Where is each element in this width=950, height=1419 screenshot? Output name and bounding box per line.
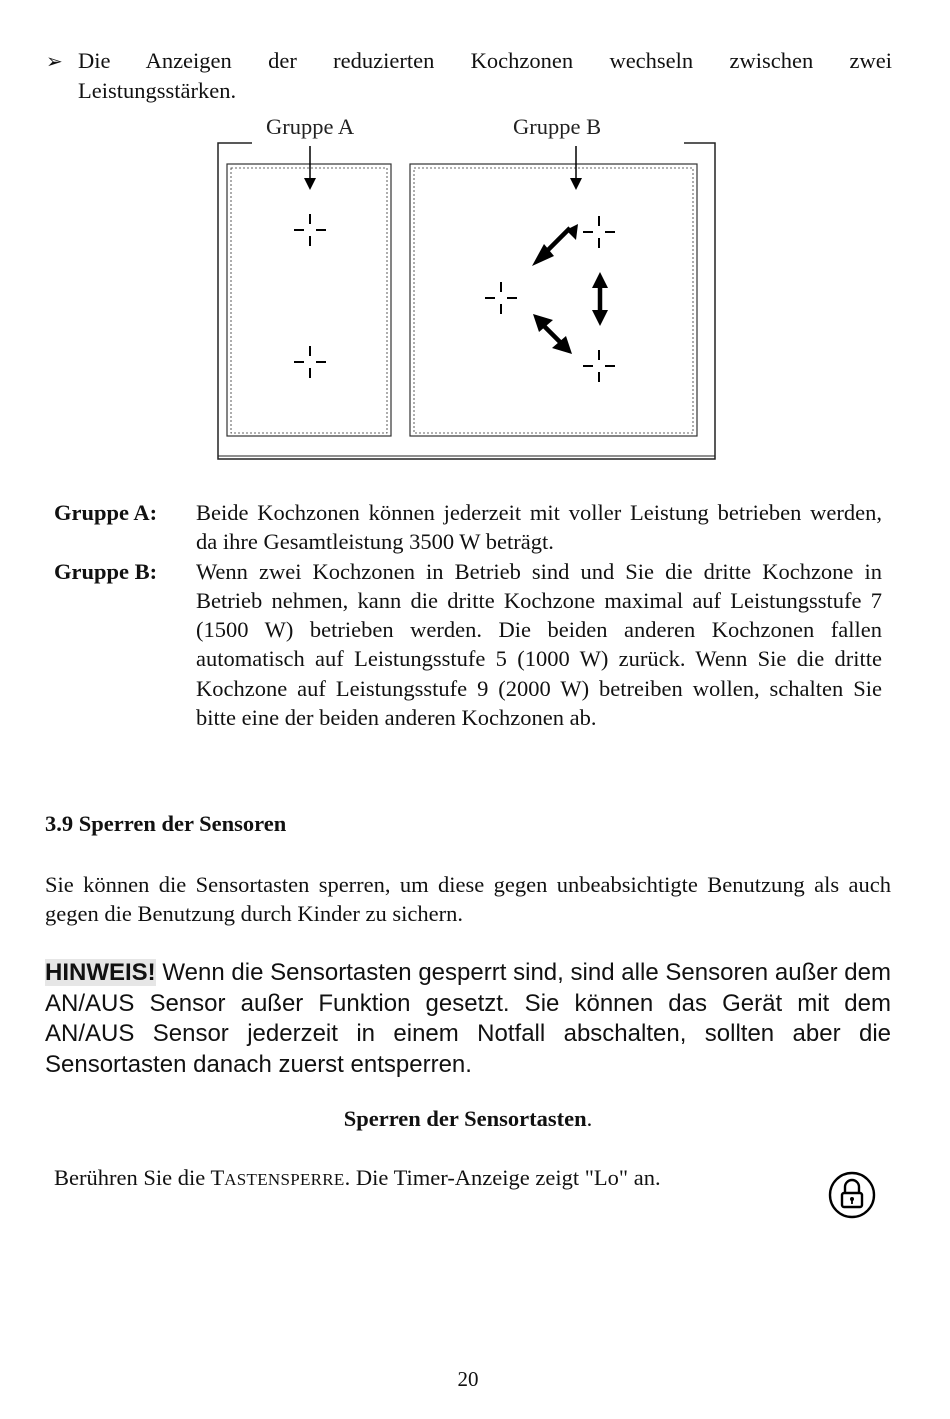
instruction-after: . Die Timer-Anzeige zeigt "Lo" an. — [344, 1165, 661, 1190]
note-label: HINWEIS! — [45, 959, 156, 986]
section-heading: 3.9 Sperren der Sensoren — [45, 811, 287, 836]
section-intro: Sie können die Sensortasten sperren, um diese gegen unbeabsichtigte Benutzung als auch gegen die Benutzung durch Kinder zu sichern. — [45, 872, 891, 926]
group-b-term: Gruppe B: — [54, 558, 158, 584]
group-b-row — [54, 557, 882, 733]
group-b-label: Gruppe B — [513, 114, 602, 139]
zone-marker-b-bottom — [583, 350, 615, 382]
arrow-upper-diagonal — [532, 224, 578, 266]
group-b-panel — [410, 164, 697, 436]
instruction-line — [54, 1165, 661, 1191]
group-a-panel — [227, 164, 391, 436]
zone-marker-a-bottom — [294, 346, 326, 378]
group-a-pointer-arrow — [304, 146, 316, 190]
group-descriptions — [54, 498, 882, 732]
instruction-before: Berühren Sie die — [54, 1165, 211, 1190]
key-name-rest: ASTENSPERRE — [224, 1170, 345, 1189]
bullet-paragraph — [46, 46, 892, 106]
subheading-bold: Sperren der Sensortasten — [343, 1106, 587, 1131]
zone-marker-a-top — [294, 214, 326, 246]
group-a-label: Gruppe A — [266, 114, 355, 139]
bullet-line-1: Die Anzeigen der reduzierten Kochzonen wechseln zwischen zwei — [78, 48, 892, 73]
arrowhead-bullet-icon: ➢ — [46, 49, 63, 73]
key-lock-icon — [827, 1170, 877, 1220]
cooking-zone-group-diagram — [210, 108, 730, 468]
group-b-description: Wenn zwei Kochzonen in Betrieb sind und Sie die dritte Kochzone in Betrieb nehmen, kann die dritte Kochzone maximal auf Leistungsstufe 7 (1500 W) betrieben werden. Die beiden anderen Kochzonen fallen automatisch auf Leistungsstufe 5 (1000 W) zurück. Wenn Sie die dritte Kochzone auf Leistungsstufe 9 (2000 W) betreiben wollen, schalten Sie bitte eine der beiden anderen Kochzonen ab. — [196, 558, 882, 731]
note-text: Wenn die Sensortasten gesperrt sind, sind alle Sensoren außer dem AN/AUS Sensor außer Funktion gesetzt. Sie können das Gerät mit dem AN/AUS Sensor jederzeit in einem Notfall abschalten, sollten aber die Sensortasten danach zuerst entsperren. — [45, 959, 891, 1078]
subheading-tail: . — [586, 1106, 593, 1131]
note-box — [45, 958, 891, 1080]
bullet-line-2: Leistungsstärken. — [78, 78, 237, 103]
key-name-first: T — [210, 1165, 225, 1190]
arrow-vertical — [592, 272, 608, 326]
zone-marker-b-left — [485, 282, 517, 314]
arrow-lower-diagonal — [533, 314, 572, 354]
zone-marker-b-top — [583, 216, 615, 248]
group-a-row — [54, 498, 882, 557]
group-a-description: Beide Kochzonen können jederzeit mit voller Leistung betrieben werden, da ihre Gesamtleistung 3500 W beträgt. — [196, 500, 882, 555]
subheading — [0, 1106, 936, 1132]
group-a-term: Gruppe A: — [54, 500, 158, 525]
page-number: 20 — [457, 1367, 479, 1391]
cooktop-outline — [218, 143, 715, 459]
